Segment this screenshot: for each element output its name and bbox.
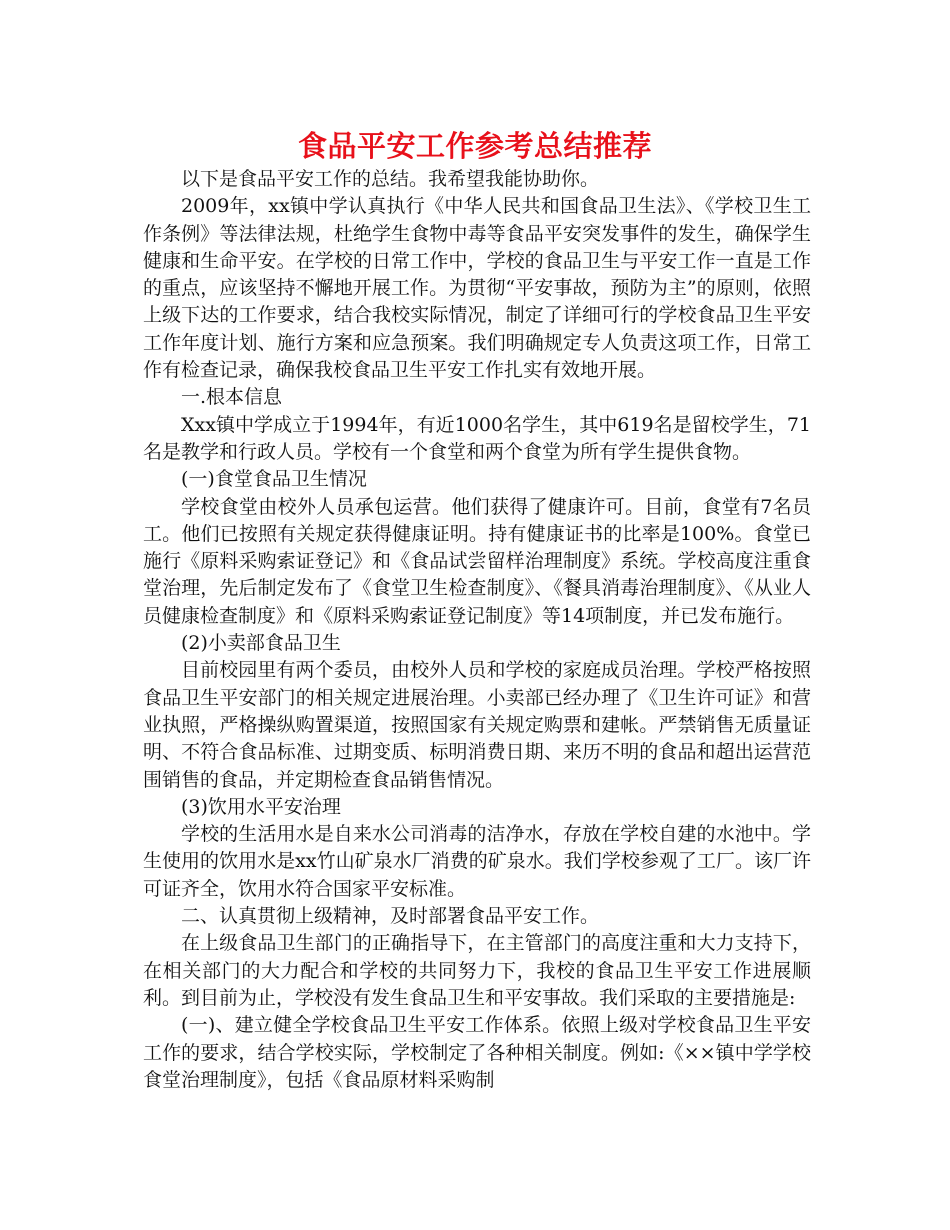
paragraph-canteen: 学校食堂由校外人员承包运营。他们获得了健康许可。目前，食堂有7名员工。他们已按照有关规定获得健康证明。持有健康证书的比率是100%。食堂已施行《原料采购索证登记》和《食品试尝留样治理制度》系统。学校高度注重食堂治理，先后制定发布了《食堂卫生检查制度》、《餐具消毒治理制度》、《从业人员健康检查制度》和《原料采购索证登记制度》等14项制度，并已发布施行。 bbox=[143, 495, 811, 627]
paragraph-water: 学校的生活用水是自来水公司消毒的洁净水，存放在学校自建的水池中。学生使用的饮用水是xx竹山矿泉水厂消费的矿泉水。我们学校参观了工厂。该厂许可证齐全，饮用水符合国家平安标准。 bbox=[143, 823, 811, 900]
paragraph-overview: 2009年，xx镇中学认真执行《中华人民共和国食品卫生法》、《学校卫生工作条例》等法律法规，杜绝学生食物中毒等食品平安突发事件的发生，确保学生健康和生命平安。在学校的日常工作中，学校的食品卫生与平安工作一直是工作的重点，应该坚持不懈地开展工作。为贯彻“平安事故，预防为主”的原则，依照上级下达的工作要求，结合我校实际情况，制定了详细可行的学校食品卫生平安工作年度计划、施行方案和应急预案。我们明确规定专人负责这项工作，日常工作有检查记录，确保我校食品卫生平安工作扎实有效地开展。 bbox=[143, 195, 811, 382]
paragraph-intro: 以下是食品平安工作的总结。我希望我能协助你。 bbox=[181, 168, 600, 190]
document-title: 食品平安工作参考总结推荐 bbox=[297, 129, 652, 163]
subheading-water: (3)饮用水平安治理 bbox=[181, 795, 341, 818]
paragraph-shop: 目前校园里有两个委员，由校外人员和学校的家庭成员治理。学校严格按照食品卫生平安部门的相关规定进展治理。小卖部已经办理了《卫生许可证》和营业执照，严格操纵购置渠道，按照国家有关规定购票和建帐。严禁销售无质量证明、不符合食品标准、过期变质、标明消费日期、来历不明的食品和超出运营范围销售的食品，并定期检查食品销售情况。 bbox=[143, 659, 811, 791]
paragraph-basic-info: Xxx镇中学成立于1994年，有近1000名学生，其中619名是留校学生，71名是教学和行政人员。学校有一个食堂和两个食堂为所有学生提供食物。 bbox=[143, 413, 811, 463]
paragraph-implementation: 在上级食品卫生部门的正确指导下，在主管部门的高度注重和大力支持下，在相关部门的大力配合和学校的共同努力下，我校的食品卫生平安工作进展顺利。到目前为止，学校没有发生食品卫生和平安事故。我们采取的主要措施是: bbox=[143, 932, 811, 1009]
subheading-canteen: (一)食堂食品卫生情况 bbox=[181, 468, 367, 491]
paragraph-system: (一)、建立健全学校食品卫生平安工作体系。依照上级对学校食品卫生平安工作的要求，结合学校实际，学校制定了各种相关制度。例如:《××镇中学学校食堂治理制度》，包括《食品原材料采购制 bbox=[143, 1014, 811, 1091]
section-heading-implementation: 二、认真贯彻上级精神，及时部署食品平安工作。 bbox=[181, 905, 600, 928]
subheading-shop: (2)小卖部食品卫生 bbox=[181, 632, 341, 655]
section-heading-basic-info: 一.根本信息 bbox=[181, 386, 283, 409]
document-body bbox=[143, 166, 811, 1094]
